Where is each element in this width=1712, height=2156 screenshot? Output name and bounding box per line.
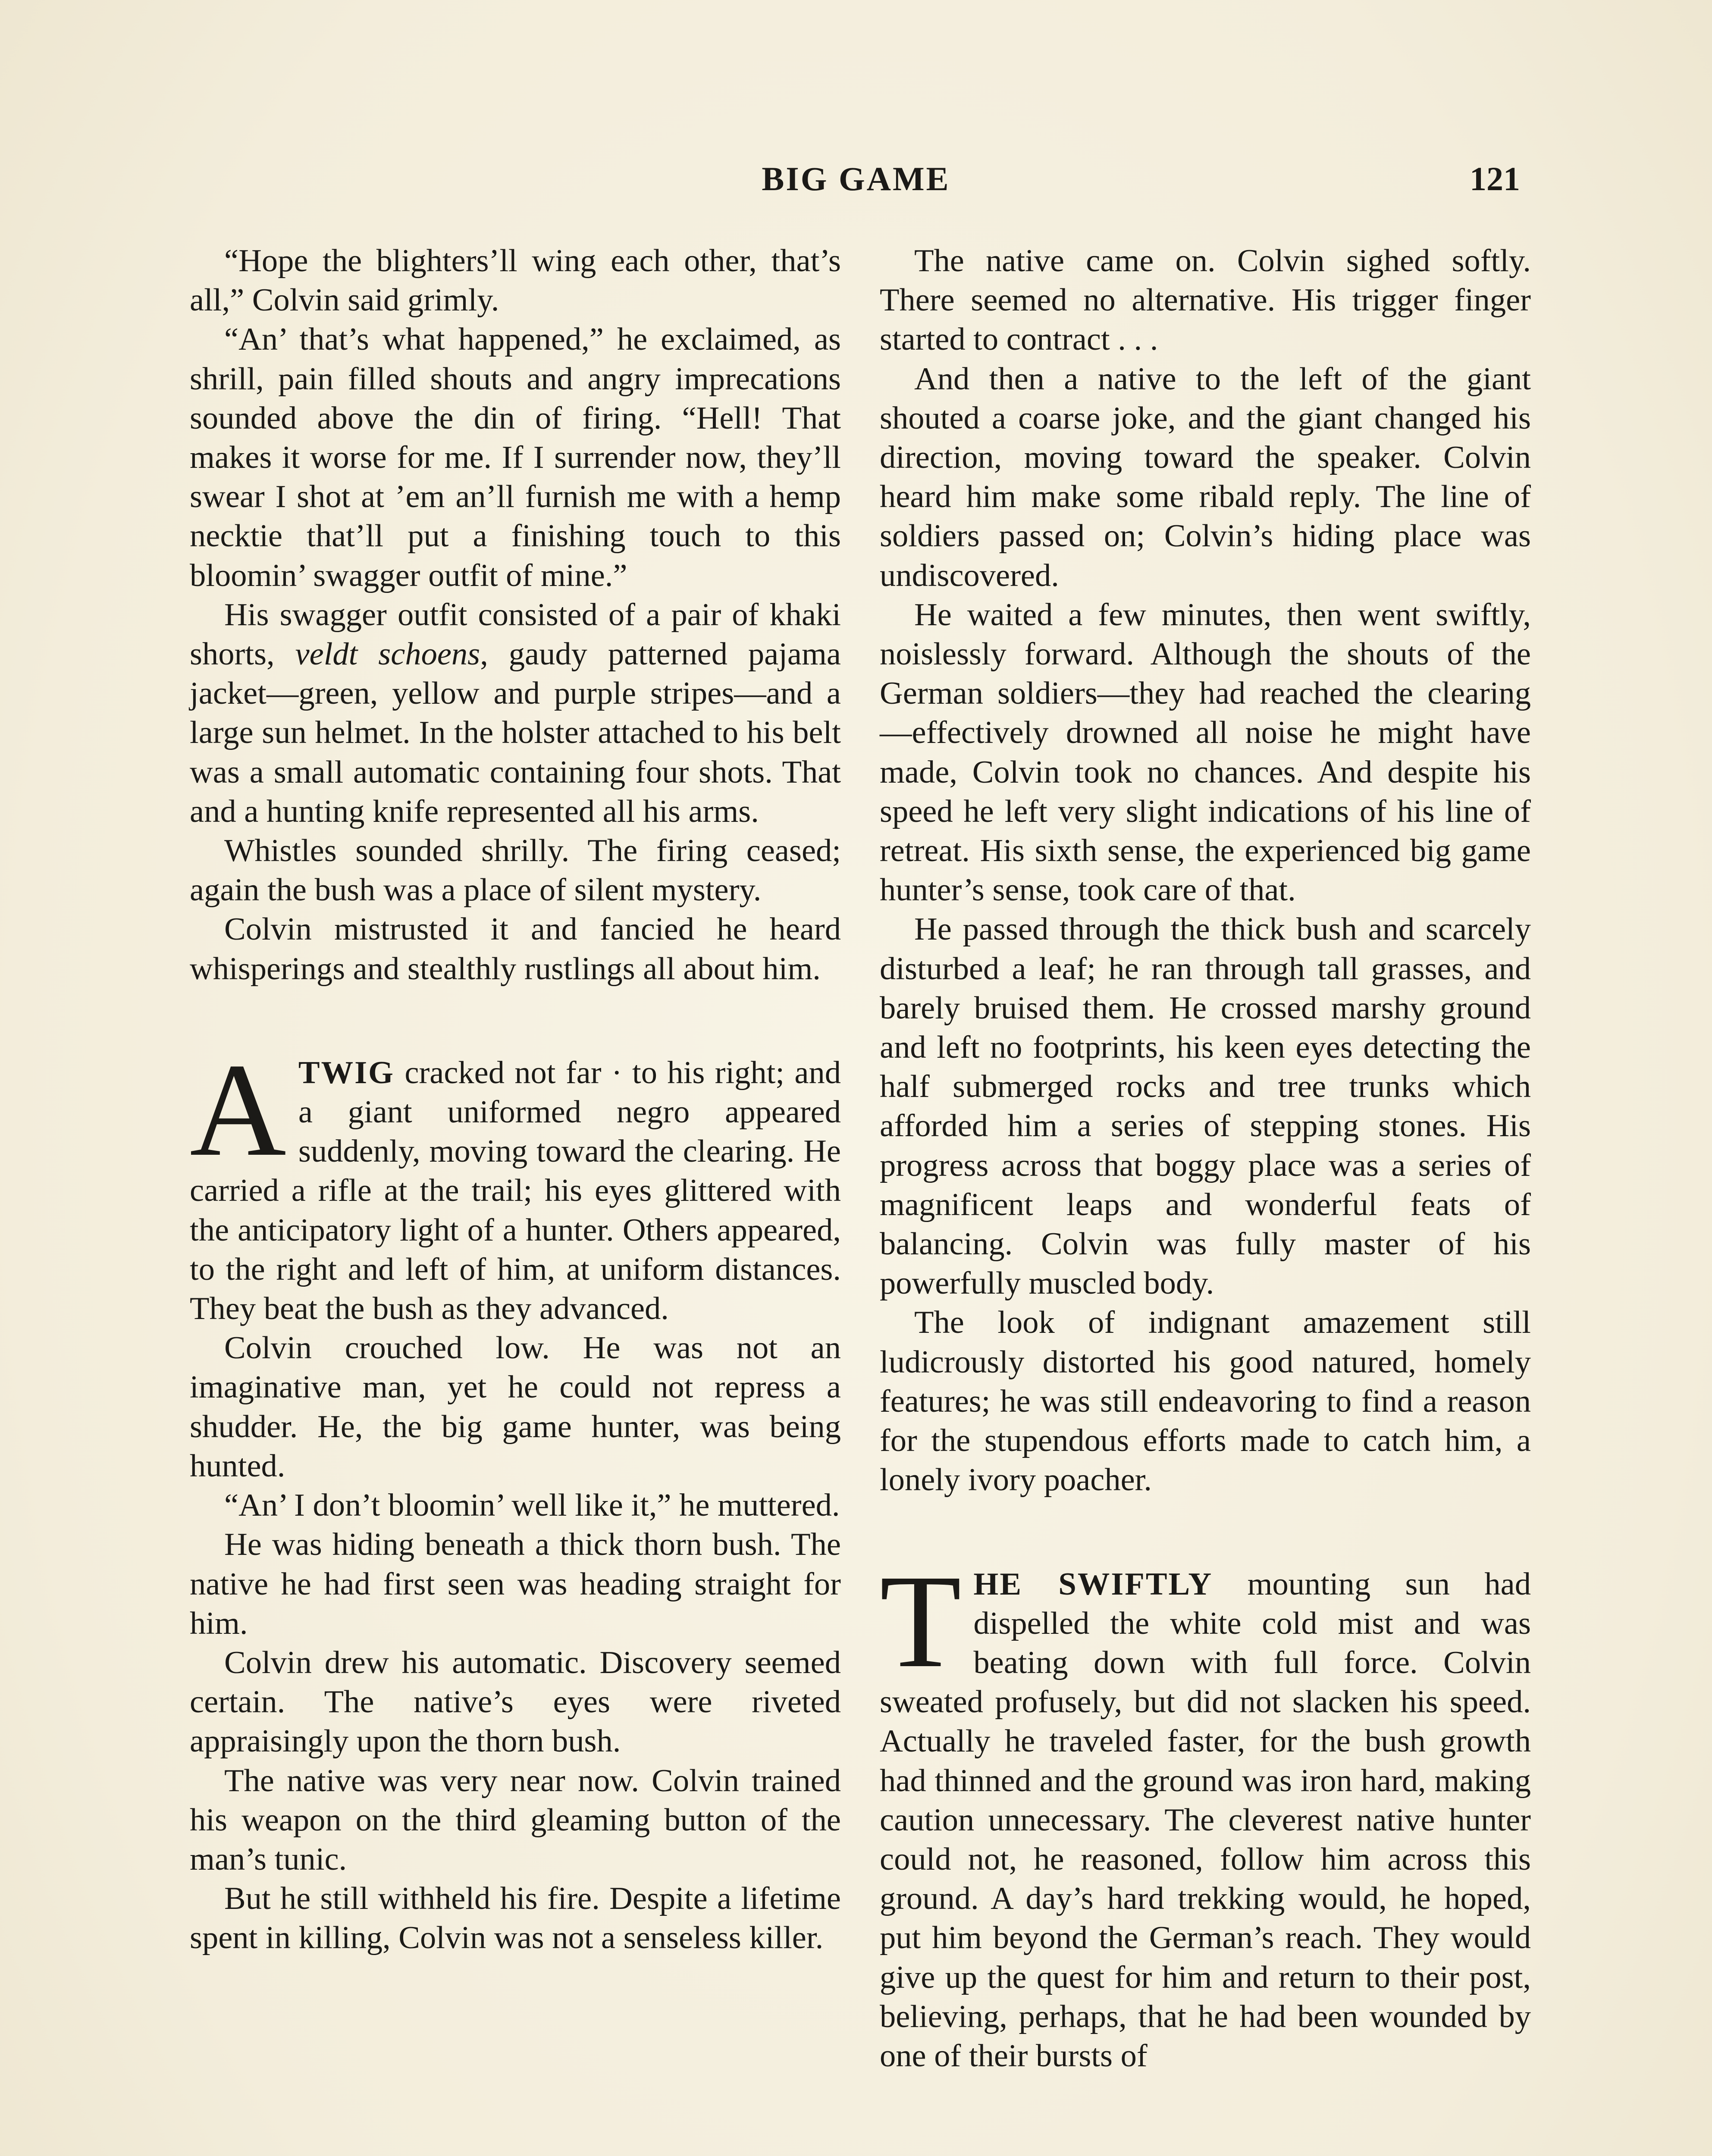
running-head — [0, 160, 1712, 207]
italic-phrase: veldt schoens — [295, 636, 480, 672]
paragraph: Whistles sounded shrilly. The firing ceased; again the bush was a place of silent mystery. — [190, 833, 841, 908]
paragraph: “An’ that’s what happened,” he exclaimed, as shrill, pain filled shouts and angry imprecations sounded above the din of firing. “Hell! That makes it worse for me. If I surrender now, they’ll swear I shot at ’em an’ll furnish me with a hemp necktie that’ll put a finishing touch to this bloomin’ swagger outfit of mine.” — [190, 322, 841, 593]
drop-cap: A — [190, 1036, 286, 1184]
paragraph: He waited a few minutes, then went swiftly, noislessly forward. Although the shouts of the German soldiers—they had reached the clearing—effectively drowned all noise he might have made, Colvin took no chances. And despite his speed he left very slight indications of his line of retreat. His sixth sense, the experienced big game hunter’s sense, took care of that. — [880, 597, 1531, 908]
left-column — [190, 241, 841, 1958]
paragraph: The native was very near now. Colvin trained his weapon on the third gleaming button of the man’s tunic. — [190, 1763, 841, 1877]
section-opening-paragraph — [190, 1036, 841, 1329]
page-number: 121 — [1470, 160, 1520, 197]
text-run: His swagger outfit consisted of a pair of khaki shorts, — [190, 597, 841, 672]
lead-in-caps: TWIG — [298, 1055, 395, 1091]
paragraph — [190, 595, 841, 831]
paragraph: Colvin crouched low. He was not an imaginative man, yet he could not repress a shudder. He, the big game hunter, was being hunted. — [190, 1330, 841, 1484]
text-run: mounting sun had dispelled the white cold mist and was beating down with full force. Colvin sweated profusely, but did not slacken his speed. Actually he traveled faster, for the bush growth had thinned and the ground was iron hard, making caution unnecessary. The cleverest native hunter could not, he reasoned, follow him across this ground. A day’s hard trekking would, he hoped, put him beyond the German’s reach. They would give up the quest for him and return to their post, believing, perhaps, that he had been wounded by one of their bursts of — [880, 1566, 1531, 2074]
paragraph: He passed through the thick bush and scarcely disturbed a leaf; he ran through tall grasses, and barely bruised them. He crossed marshy ground and left no footprints, his keen eyes detecting the half submerged rocks and tree trunks which afforded him a series of stepping stones. His progress across that boggy place was a series of magnificent leaps and wonderful feats of balancing. Colvin was fully master of his powerfully muscled body. — [880, 912, 1531, 1301]
paragraph: Colvin mistrusted it and fancied he heard whisperings and stealthly rustlings all about him. — [190, 912, 841, 987]
paragraph: But he still withheld his fire. Despite a lifetime spent in killing, Colvin was not a senseless killer. — [190, 1881, 841, 1956]
paragraph: And then a native to the left of the giant shouted a coarse joke, and the giant changed his direction, moving toward the speaker. Colvin heard him make some ribald reply. The line of soldiers passed on; Colvin’s hiding place was undiscovered. — [880, 361, 1531, 593]
running-title: BIG GAME — [762, 160, 950, 197]
paragraph: He was hiding beneath a thick thorn bush. The native he had first seen was heading straight for him. — [190, 1527, 841, 1641]
text-run: cracked not far · to his right; and a giant uniformed negro appeared suddenly, moving toward the clearing. He carried a rifle at the trail; his eyes glittered with the anticipatory light of a hunter. Others appeared, to the right and left of him, at uniform distances. They beat the bush as they advanced. — [190, 1055, 841, 1327]
section-opening-paragraph — [880, 1547, 1531, 2076]
lead-in-caps: HE SWIFTLY — [973, 1566, 1213, 1602]
paragraph: Colvin drew his automatic. Discovery seemed certain. The native’s eyes were riveted appraisingly upon the thorn bush. — [190, 1645, 841, 1759]
right-column — [880, 241, 1531, 2076]
paragraph: The look of indignant amazement still ludicrously distorted his good natured, homely features; he was still endeavoring to find a reason for the stupendous efforts made to catch him, a lonely ivory poacher. — [880, 1305, 1531, 1498]
paragraph: The native came on. Colvin sighed softly. There seemed no alternative. His trigger finger started to contract . . . — [880, 243, 1531, 357]
drop-cap: T — [880, 1547, 962, 1695]
paragraph: “An’ I don’t bloomin’ well like it,” he muttered. — [224, 1488, 840, 1523]
text-run: , gaudy patterned pajama jacket—green, yellow and purple stripes—and a large sun helmet. In the holster attached to his belt was a small automatic containing four shots. That and a hunting knife represented all his arms. — [190, 636, 841, 829]
paragraph: “Hope the blighters’ll wing each other, that’s all,” Colvin said grimly. — [190, 243, 841, 318]
